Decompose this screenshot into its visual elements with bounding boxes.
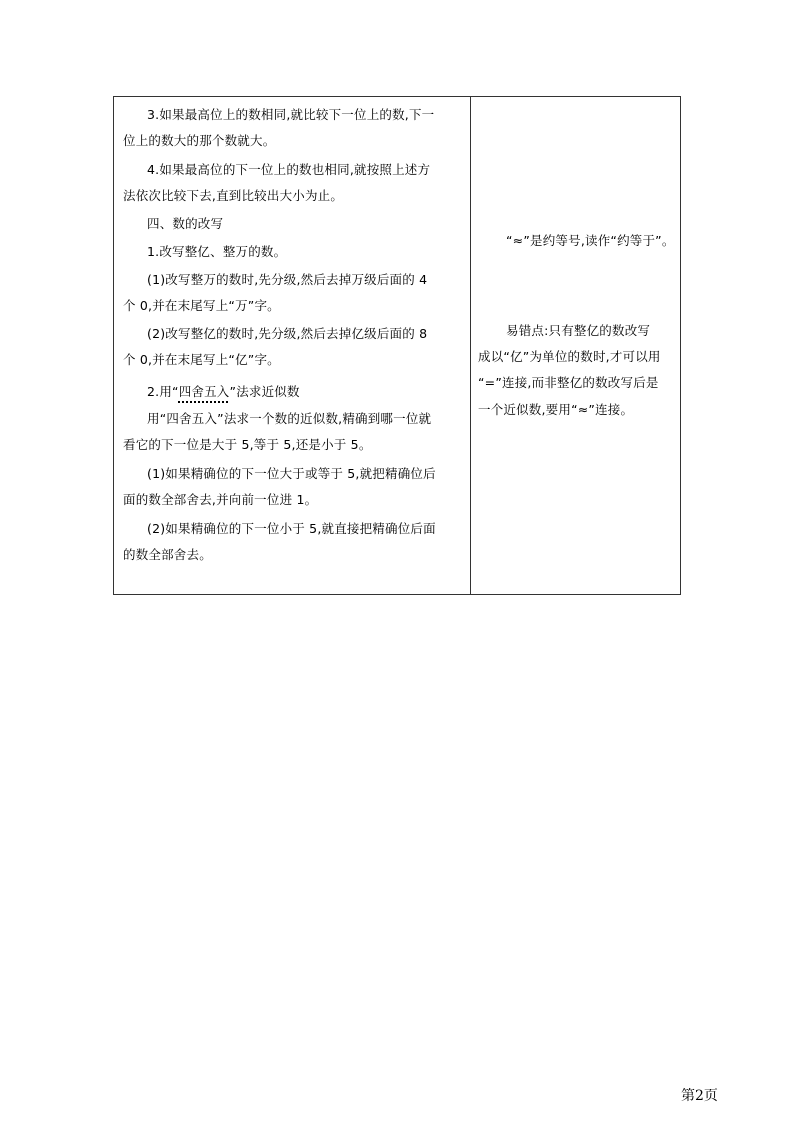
- note-line: 成以“亿”为单位的数时,才可以用: [478, 349, 661, 364]
- text-line: 的数全部舍去。: [123, 547, 212, 562]
- text-line: 个 0,并在末尾写上“万”字。: [123, 298, 280, 313]
- text-line: (2)改写整亿的数时,先分级,然后去掉亿级后面的 8: [147, 326, 428, 341]
- note-line: “≈”是约等号,读作“约等于”。: [506, 233, 675, 248]
- text-line: (1)改写整万的数时,先分级,然后去掉万级后面的 4: [147, 272, 428, 287]
- text-line: (2)如果精确位的下一位小于 5,就直接把精确位后面: [147, 521, 436, 536]
- heading-suffix: ”法求近似数: [229, 384, 300, 399]
- column-divider: [470, 97, 471, 594]
- note-line: 易错点:只有整亿的数改写: [506, 323, 651, 338]
- emphasized-term: 四舍五入: [178, 384, 230, 399]
- text-line: 位上的数大的那个数就大。: [123, 133, 276, 148]
- text-line: 法依次比较下去,直到比较出大小为止。: [123, 188, 344, 203]
- text-line: 面的数全部舍去,并向前一位进 1。: [123, 492, 318, 507]
- text-line: (1)如果精确位的下一位大于或等于 5,就把精确位后: [147, 466, 436, 481]
- text-line: 看它的下一位是大于 5,等于 5,还是小于 5。: [123, 437, 372, 452]
- subsection-heading: 1.改写整亿、整万的数。: [147, 244, 287, 259]
- section-heading: 四、数的改写: [147, 216, 224, 231]
- heading-prefix: 2.用“: [147, 384, 179, 399]
- content-table: [113, 96, 681, 595]
- text-line: 3.如果最高位上的数相同,就比较下一位上的数,下一: [147, 107, 435, 122]
- text-line: 用“四舍五入”法求一个数的近似数,精确到哪一位就: [147, 411, 432, 426]
- subsection-heading: [147, 384, 300, 400]
- note-line: 一个近似数,要用“≈”连接。: [478, 402, 634, 417]
- page-number: 第2页: [681, 1088, 718, 1104]
- text-line: 个 0,并在末尾写上“亿”字。: [123, 352, 280, 367]
- text-line: 4.如果最高位的下一位上的数也相同,就按照上述方: [147, 162, 431, 177]
- note-line: “=”连接,而非整亿的数改写后是: [478, 375, 659, 390]
